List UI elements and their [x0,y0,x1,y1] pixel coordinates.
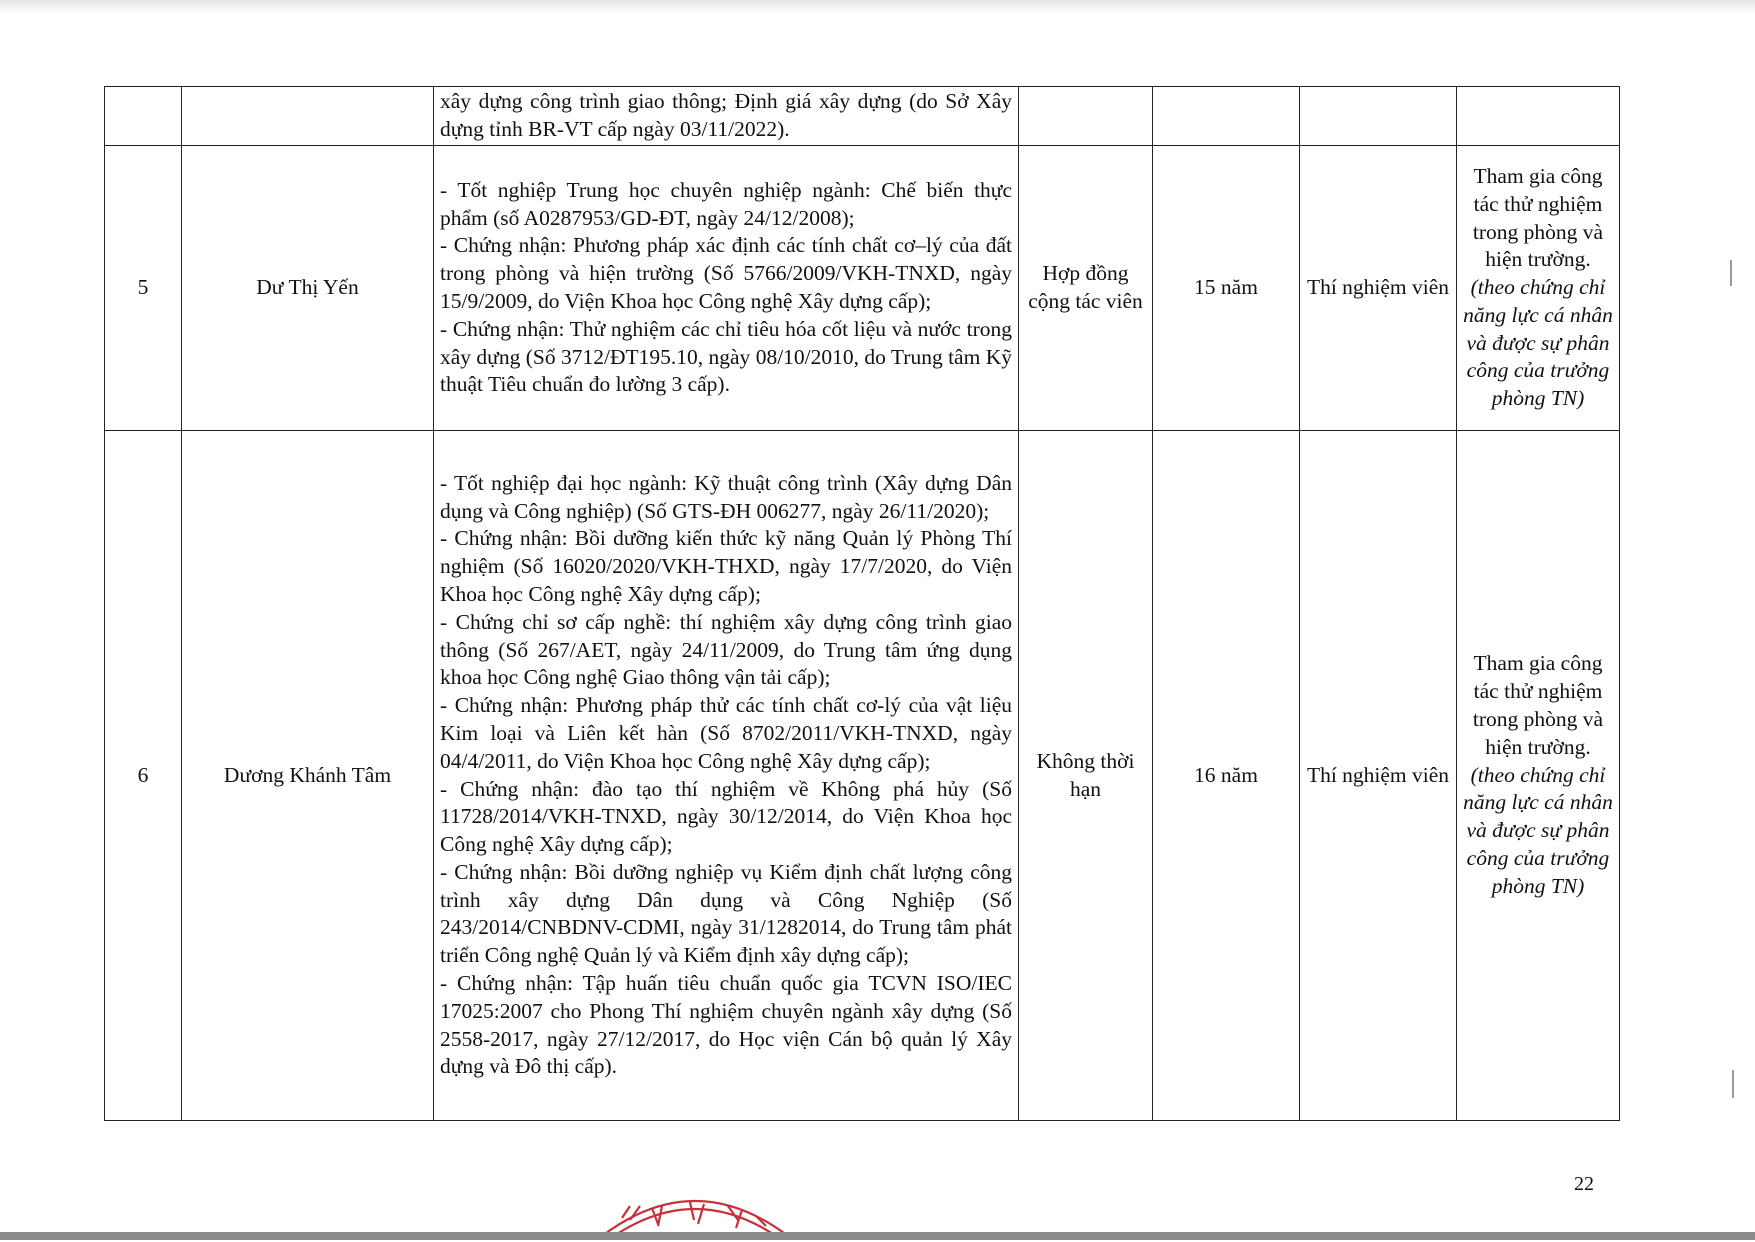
table-row [105,146,1620,431]
qualifications-cell [434,431,1019,1121]
qualification-item: - Chứng nhận: Phương pháp xác định các tính chất cơ–lý của đất trong phòng và hiện trường (Số 5766/2009/VKH-TNXD, ngày 15/9/2009, do Viện Khoa học Công nghệ Xây dựng cấp); [440,233,1012,313]
qualification-item: - Chứng nhận: đào tạo thí nghiệm về Không phá hủy (Số 11728/2014/VKH-TNXD, ngày 30/12/2014, do Viện Khoa học Công nghệ Xây dựng cấp); [440,776,1012,857]
margin-mark [1732,1070,1734,1098]
row-number [105,87,182,146]
assigned-task [1457,87,1620,146]
task-description: Tham gia công tác thử nghiệm trong phòng và hiện trường. [1472,163,1604,272]
qualification-item: - Chứng nhận: Tập huấn tiêu chuẩn quốc gia TCVN ISO/IEC 17025:2007 cho Phong Thí nghiệm chuyên ngành xây dựng (Số 2558-2017, ngày 27/12/2017, do Học viện Cán bộ quản lý Xây dựng và Đô thị cấp). [440,971,1012,1079]
job-role: Thí nghiệm viên [1300,431,1457,1121]
personnel-table [104,86,1620,1121]
qualifications-cell [434,87,1019,146]
qualification-item: - Chứng chỉ sơ cấp nghề: thí nghiệm xây dựng công trình giao thông (Số 267/AET, ngày 24/11/2009, do Trung tâm ứng dụng khoa học Công nghệ Giao thông vận tải cấp); [440,609,1012,690]
row-number: 6 [105,431,182,1121]
qualification-item: - Chứng nhận: Thử nghiệm các chỉ tiêu hóa cốt liệu và nước trong xây dựng (Số 3712/ĐT195.10, ngày 08/10/2010, do Trung tâm Kỹ thuật Tiêu chuẩn đo lường 3 cấp). [440,316,1012,397]
contract-type [1019,87,1153,146]
table-row [105,87,1620,146]
contract-type: Hợp đồng cộng tác viên [1019,146,1153,431]
qualification-item: xây dựng công trình giao thông; Định giá xây dựng (do Sở Xây dựng tỉnh BR-VT cấp ngày 03/11/2022). [440,89,1012,141]
person-name: Dư Thị Yến [182,146,434,431]
job-role [1300,87,1457,146]
experience-years: 15 năm [1153,146,1300,431]
task-note: (theo chứng chỉ năng lực cá nhân và được sự phân công của trưởng phòng TN) [1463,762,1613,898]
page-number: 22 [1574,1173,1594,1195]
table-row [105,431,1620,1121]
person-name: Dương Khánh Tâm [182,431,434,1121]
task-note: (theo chứng chỉ năng lực cá nhân và được sự phân công của trưởng phòng TN) [1463,275,1613,411]
scan-top-edge [0,0,1755,14]
red-stamp-fragment [600,1196,790,1236]
qualifications-cell [434,146,1019,431]
assigned-task [1457,431,1620,1121]
qualification-item: - Chứng nhận: Bồi dưỡng kiến thức kỹ năng Quản lý Phòng Thí nghiệm (Số 16020/2020/VKH-THXD, ngày 17/7/2020, do Viện Khoa học Công nghệ Xây dựng cấp); [440,526,1012,606]
qualification-item: - Tốt nghiệp Trung học chuyên nghiệp ngành: Chế biến thực phẩm (số A0287953/GD-ĐT, ngày 24/12/2008); [440,177,1012,230]
job-role: Thí nghiệm viên [1300,146,1457,431]
task-description: Tham gia công tác thử nghiệm trong phòng và hiện trường. [1472,651,1604,759]
stamp-icon [600,1196,790,1236]
experience-years: 16 năm [1153,431,1300,1121]
qualification-item: - Chứng nhận: Bồi dưỡng nghiệp vụ Kiểm định chất lượng công trình xây dựng Dân dụng và Công Nghiệp (Số 243/2014/CNBDNV-CDMI, ngày 31/1282014, do Trung tâm phát triển Công nghệ Quản lý và Kiểm định xây dựng cấp); [440,859,1012,968]
row-number: 5 [105,146,182,431]
contract-type: Không thời hạn [1019,431,1153,1121]
qualification-item: - Chứng nhận: Phương pháp thử các tính chất cơ-lý của vật liệu Kim loại và Liên kết hàn (Số 8702/2011/VKH-TNXD, ngày 04/4/2011, do Viện Khoa học Công nghệ Xây dựng cấp); [440,693,1012,773]
person-name [182,87,434,146]
experience-years [1153,87,1300,146]
margin-mark [1730,260,1732,286]
scan-bottom-edge [0,1232,1755,1240]
assigned-task [1457,146,1620,431]
qualification-item: - Tốt nghiệp đại học ngành: Kỹ thuật công trình (Xây dựng Dân dụng và Công nghiệp) (Số GTS-ĐH 006277, ngày 26/11/2020); [440,470,1012,523]
